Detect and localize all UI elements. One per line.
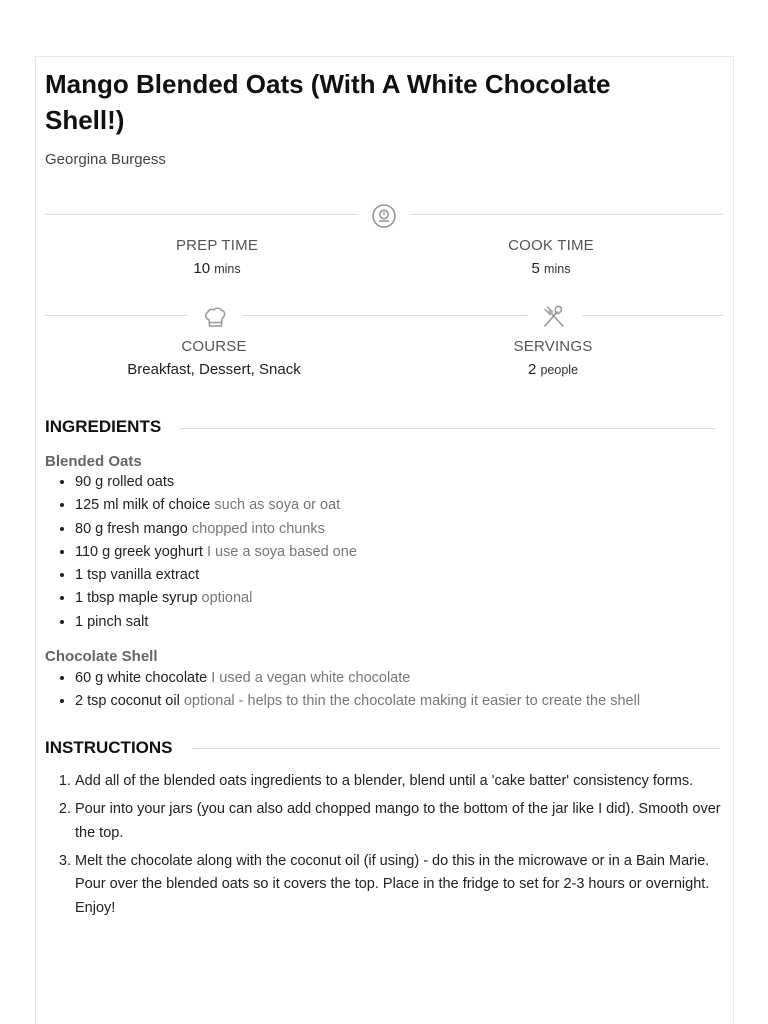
ingredient-note: optional [201,590,253,607]
ingredient-group-title: Blended Oats [45,453,142,470]
ingredient-note: chopped into chunks [191,520,325,537]
ingredient-note: I use a soya based one [206,543,357,560]
servings-label: SERVINGS [513,338,593,355]
course-label: COURSE [181,338,247,355]
ingredient-note: such as soya or oat [214,497,341,514]
ingredient-item [75,494,357,517]
ingredient-text: 60 g white chocolate [75,670,208,686]
divider [45,315,187,316]
ingredient-item [75,471,357,494]
cook-time-label: COOK TIME [508,237,594,254]
utensils-icon [541,303,567,329]
divider [410,214,723,215]
prep-time-unit: mins [214,262,241,276]
ingredient-item [75,667,640,690]
ingredient-item [75,518,357,541]
servings-number: 2 [527,361,537,378]
cook-time-value [421,260,681,277]
ingredient-text: 90 g rolled oats [75,474,175,490]
prep-time-value [87,260,347,277]
timer-icon [371,203,397,229]
instruction-step: 2. Pour into your jars (you can also add chopped mango to the bottom of the jar like I did). Smooth over the top. [75,798,735,845]
course-value: Breakfast, Dessert, Snack [127,361,301,378]
cook-time-unit: mins [544,262,571,276]
instruction-list [45,770,735,925]
ingredient-group-title: Chocolate Shell [45,648,158,665]
instruction-step: 1. Add all of the blended oats ingredients to a blender, blend until a 'cake batter' consistency forms. [75,770,735,794]
divider [582,315,723,316]
chef-hat-icon [202,303,228,329]
ingredient-list [45,471,357,634]
instructions-heading: INSTRUCTIONS [45,738,173,757]
servings-unit: people [540,363,579,377]
ingredient-text: 125 ml milk of choice [75,497,211,514]
ingredient-text: 2 tsp coconut oil [75,693,180,710]
ingredient-item [75,564,357,587]
ingredient-item [75,690,640,713]
ingredient-text: 110 g greek yoghurt [75,543,203,560]
ingredient-text: 1 pinch salt [75,613,149,630]
instruction-step: 3. Melt the chocolate along with the coconut oil (if using) - do this in the microwave or in a Bain Marie. Pour over the blended oats so it covers the top. Place in the fridge to set for 2-3 hours or overnight. Enjoy! [75,850,735,921]
ingredient-text: 1 tsp vanilla extract [75,567,200,584]
ingredient-note: optional - helps to thin the chocolate making it easier to create the shell [183,693,641,710]
ingredients-heading: INGREDIENTS [45,417,162,436]
divider [179,428,715,429]
ingredient-list [45,667,640,714]
divider [193,748,720,749]
cook-time-number: 5 [531,260,540,277]
ingredient-text: 80 g fresh mango [75,520,188,537]
prep-time-label: PREP TIME [175,237,259,254]
ingredient-text: 1 tbsp maple syrup [75,590,198,607]
servings-value [423,361,683,378]
divider [242,315,527,316]
recipe-title: Mango Blended Oats (With A White Chocolate Shell!) [45,69,611,135]
ingredient-item [75,611,357,634]
prep-time-number: 10 [193,260,211,277]
recipe-author: Georgina Burgess [45,151,166,168]
ingredient-item [75,541,357,564]
ingredient-note: I used a vegan white chocolate [211,670,411,686]
divider [45,214,358,215]
ingredient-item [75,587,357,610]
